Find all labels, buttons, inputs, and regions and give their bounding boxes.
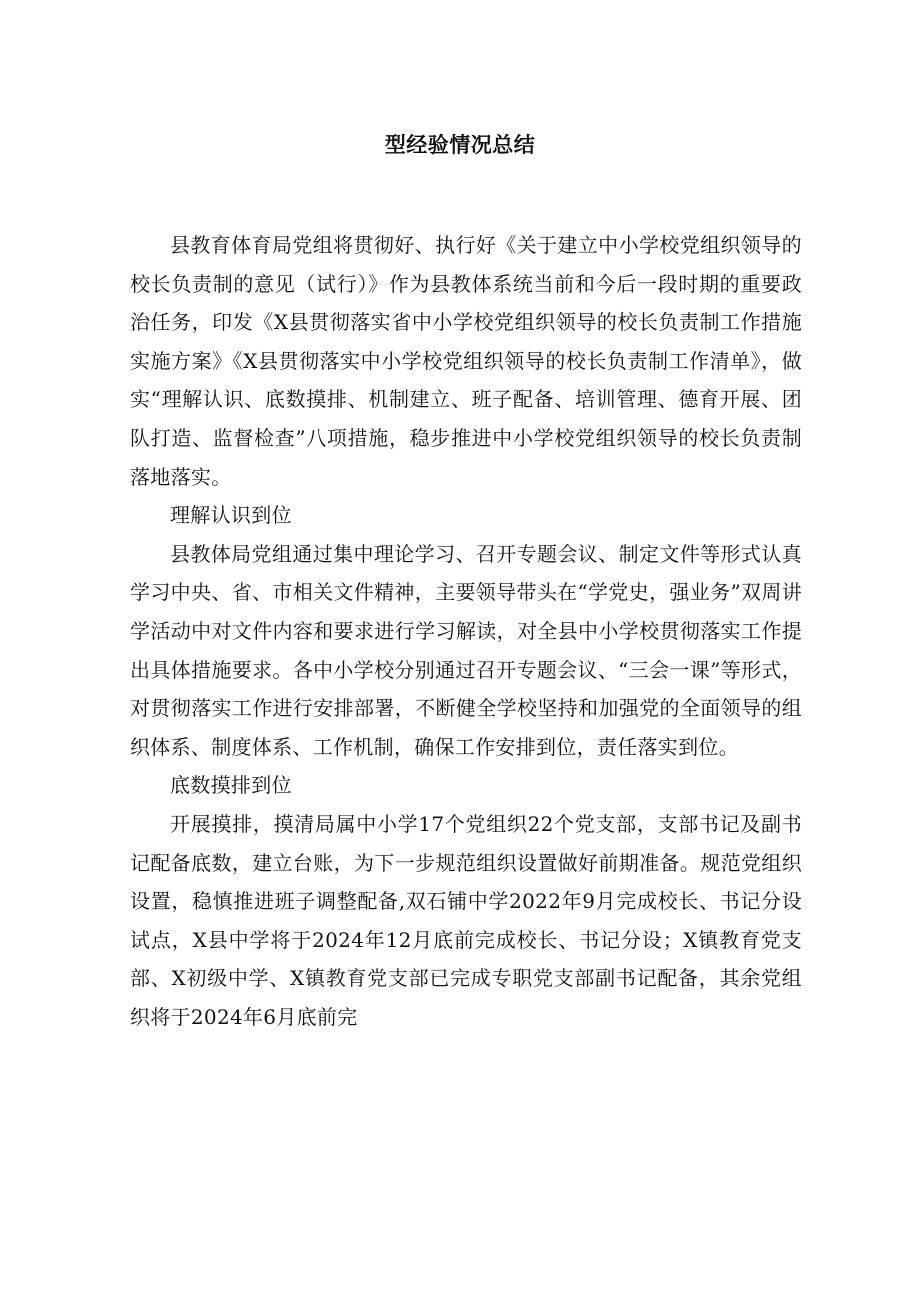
section-paragraph-baseline-survey: 开展摸排，摸清局属中小学17个党组织22个党支部，支部书记及副书记配备底数，建立台账，为下一步规范组织设置做好前期准备。规范党组织设置，稳慎推进班子调整配备,双石铺中学2022年9月完成校长、书记分设试点，X县中学将于2024年12月底前完成校长、书记分设；X镇教育党支部、X初级中学、X镇教育党支部已完成专职党支部副书记配备，其余党组织将于2024年6月底前完: [130, 811, 802, 1029]
document-body: [130, 226, 802, 1036]
document-title: 型经验情况总结: [384, 133, 536, 157]
section-heading-understanding: 理解认识到位: [170, 503, 292, 528]
intro-paragraph: 县教育体育局党组将贯彻好、执行好《关于建立中小学校党组织领导的校长负责制的意见（试行）》作为县教体系统当前和今后一段时期的重要政治任务，印发《X县贯彻落实省中小学校党组织领导的校长负责制工作措施实施方案》《X县贯彻落实中小学校党组织领导的校长负责制工作清单》，做实“理解认识、底数摸排、机制建立、班子配备、培训管理、德育开展、团队打造、监督检查”八项措施，稳步推进中小学校党组织领导的校长负责制落地落实。: [130, 233, 802, 489]
section-heading-baseline-survey: 底数摸排到位: [170, 773, 292, 798]
section-paragraph-understanding: 县教体局党组通过集中理论学习、召开专题会议、制定文件等形式认真学习中央、省、市相关文件精神，主要领导带头在“学党史，强业务”双周讲学活动中对文件内容和要求进行学习解读，对全县中小学校贯彻落实工作提出具体措施要求。各中小学校分别通过召开专题会议、“三会一课”等形式，对贯彻落实工作进行安排部署，不断健全学校坚持和加强党的全面领导的组织体系、制度体系、工作机制，确保工作安排到位，责任落实到位。: [130, 541, 802, 759]
